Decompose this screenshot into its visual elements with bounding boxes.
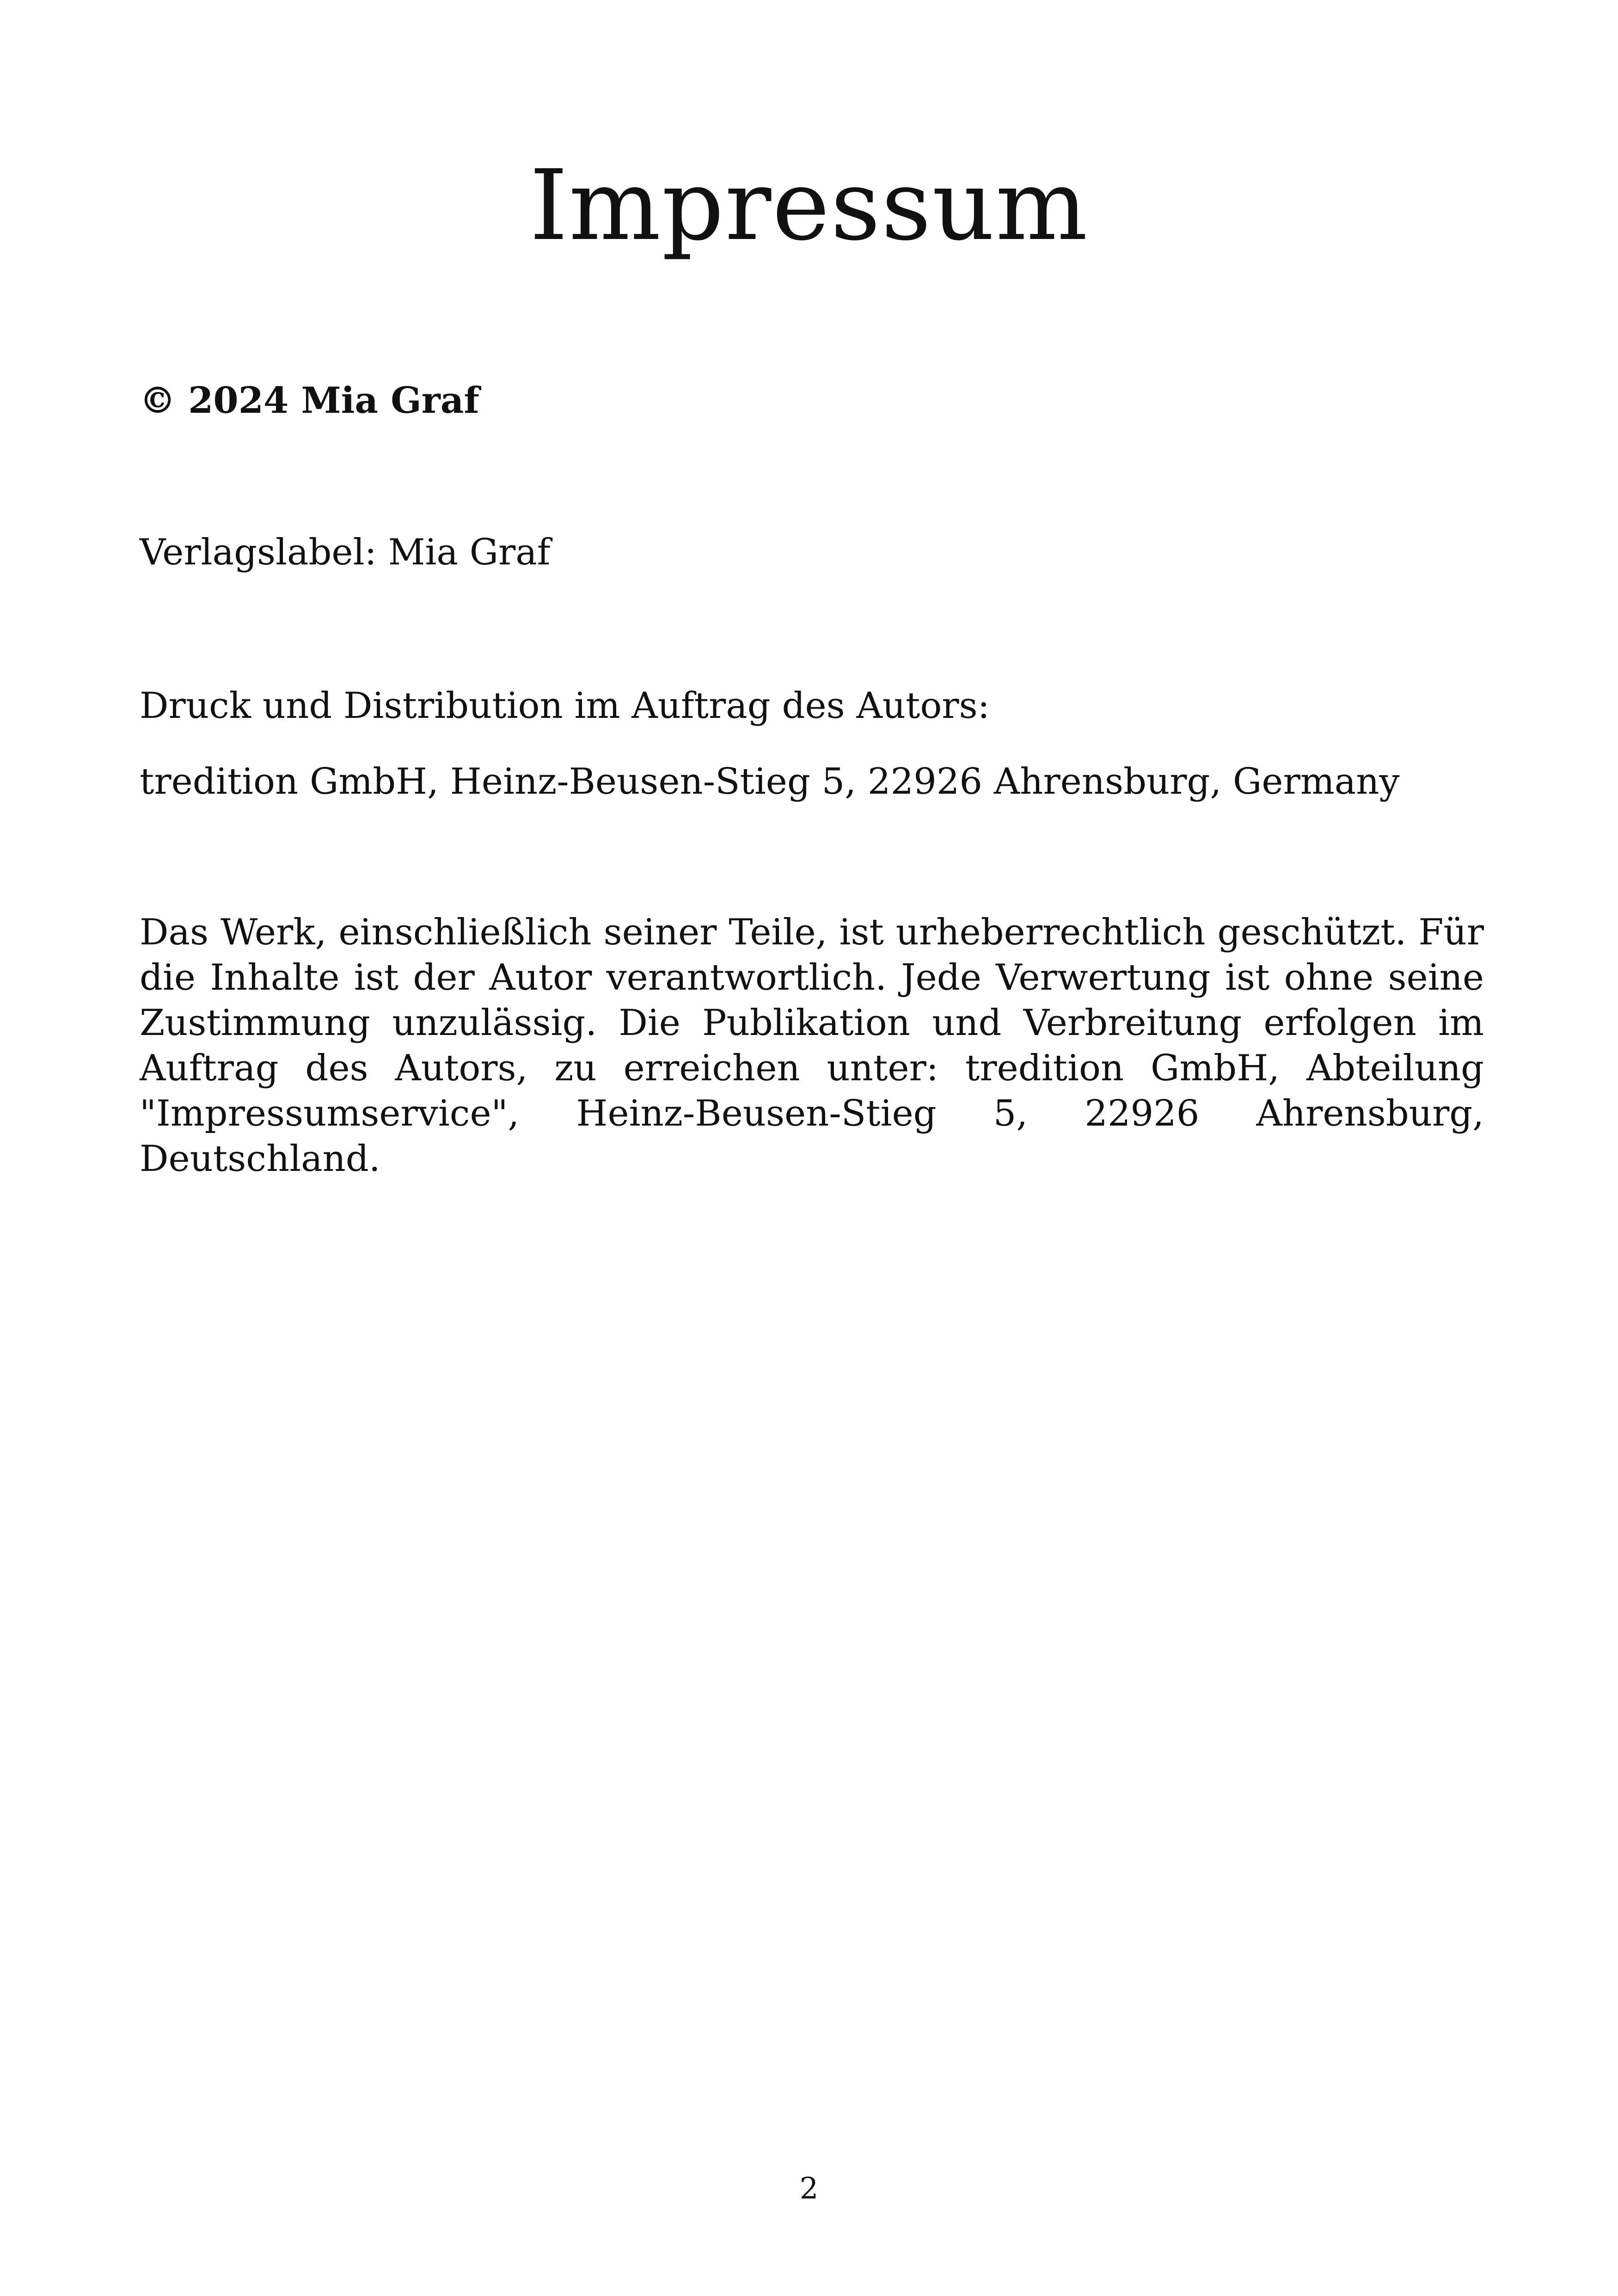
copyright-notice: © 2024 Mia Graf — [140, 380, 479, 422]
publisher-label: Verlagslabel: Mia Graf — [140, 532, 551, 573]
legal-notice: Das Werk, einschließlich seiner Teile, ist urheberrechtlich geschützt. Für die Inhalte ist der Autor verantwortlich. Jede Verwertung ist ohne seine Zustimmung unzulässig. Die Publikation und Verbreitung erfolgen im Auftrag des Autors, zu erreichen unter: tredition GmbH, Abteilung "Impressumservice", Heinz-Beusen-Stieg 5, 22926 Ahrensburg, Deutschland. — [140, 912, 1484, 1180]
page-number: 2 — [799, 2172, 819, 2206]
page-title: Impressum — [529, 149, 1089, 262]
print-distribution-intro: Druck und Distribution im Auftrag des Autors: — [140, 685, 990, 727]
print-distribution-address: tredition GmbH, Heinz-Beusen-Stieg 5, 22926 Ahrensburg, Germany — [140, 761, 1400, 802]
